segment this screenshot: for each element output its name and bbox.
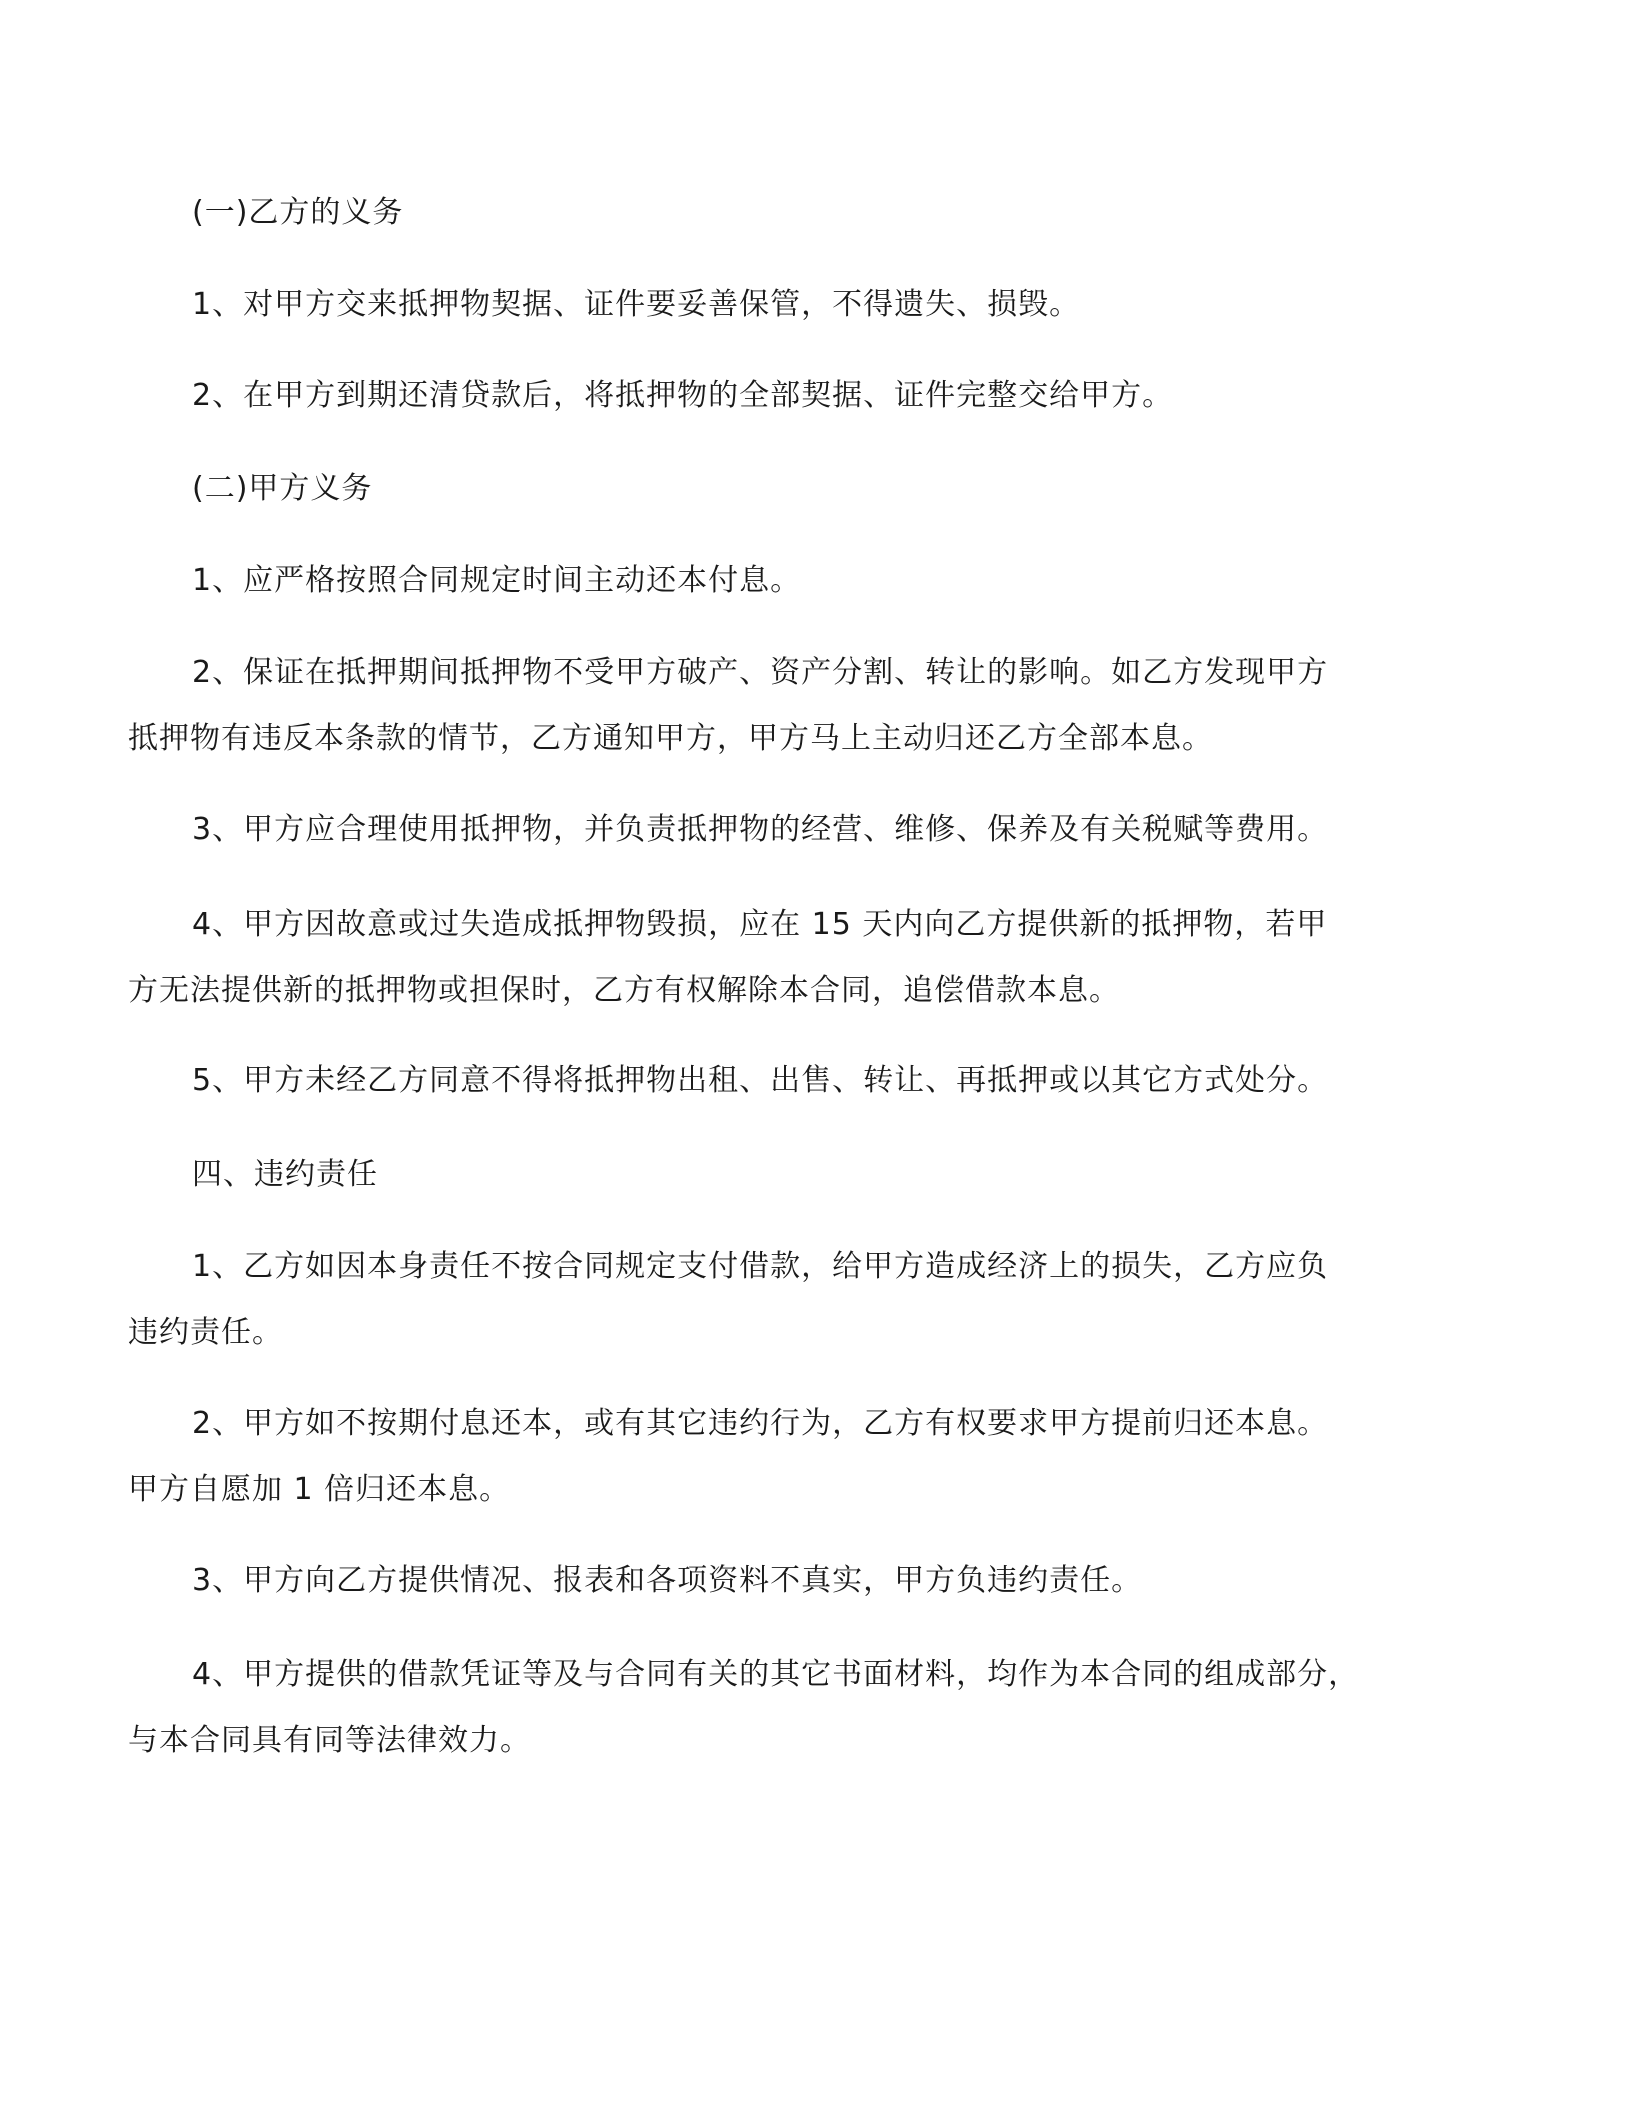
text-line: 违约责任。 [128, 1315, 283, 1350]
clause-paragraph [128, 892, 1462, 1024]
text-line: 3、甲方应合理使用抵押物，并负责抵押物的经营、维修、保养及有关税赋等费用。 [192, 812, 1329, 847]
clause-paragraph [192, 272, 1462, 338]
section-heading-breach-liability [192, 1142, 1462, 1208]
section-heading-party-b-obligations [192, 180, 1462, 246]
section-heading-party-a-obligations [192, 456, 1462, 522]
text-line: 4、甲方提供的借款凭证等及与合同有关的其它书面材料，均作为本合同的组成部分， [192, 1657, 1360, 1692]
text-line: 2、甲方如不按期付息还本，或有其它违约行为，乙方有权要求甲方提前归还本息。 [192, 1406, 1329, 1441]
text-line: 四、违约责任 [192, 1157, 378, 1192]
clause-paragraph [128, 1234, 1462, 1366]
clause-paragraph [128, 640, 1462, 772]
text-line: 1、应严格按照合同规定时间主动还本付息。 [192, 563, 802, 598]
text-line: 与本合同具有同等法律效力。 [128, 1723, 531, 1758]
text-line: (二)甲方义务 [192, 471, 373, 506]
text-line: 5、甲方未经乙方同意不得将抵押物出租、出售、转让、再抵押或以其它方式处分。 [192, 1063, 1329, 1098]
text-line: 2、在甲方到期还清贷款后，将抵押物的全部契据、证件完整交给甲方。 [192, 378, 1174, 413]
text-line: 2、保证在抵押期间抵押物不受甲方破产、资产分割、转让的影响。如乙方发现甲方 [192, 655, 1329, 690]
clause-paragraph [128, 1391, 1462, 1523]
text-line: 4、甲方因故意或过失造成抵押物毁损，应在 15 天内向乙方提供新的抵押物，若甲 [192, 907, 1328, 942]
clause-paragraph [128, 1642, 1462, 1774]
text-line: 1、乙方如因本身责任不按合同规定支付借款，给甲方造成经济上的损失，乙方应负 [192, 1249, 1329, 1284]
text-line: 甲方自愿加 1 倍归还本息。 [128, 1472, 511, 1507]
clause-paragraph [192, 1548, 1462, 1614]
text-line: 方无法提供新的抵押物或担保时，乙方有权解除本合同，追偿借款本息。 [128, 973, 1120, 1008]
clause-paragraph [192, 1048, 1462, 1114]
text-line: 3、甲方向乙方提供情况、报表和各项资料不真实，甲方负违约责任。 [192, 1563, 1143, 1598]
text-line: 抵押物有违反本条款的情节，乙方通知甲方，甲方马上主动归还乙方全部本息。 [128, 721, 1213, 756]
clause-paragraph [192, 548, 1462, 614]
clause-paragraph [192, 797, 1462, 863]
text-line: 1、对甲方交来抵押物契据、证件要妥善保管，不得遗失、损毁。 [192, 287, 1081, 322]
clause-paragraph [192, 363, 1462, 429]
text-line: (一)乙方的义务 [192, 195, 404, 230]
